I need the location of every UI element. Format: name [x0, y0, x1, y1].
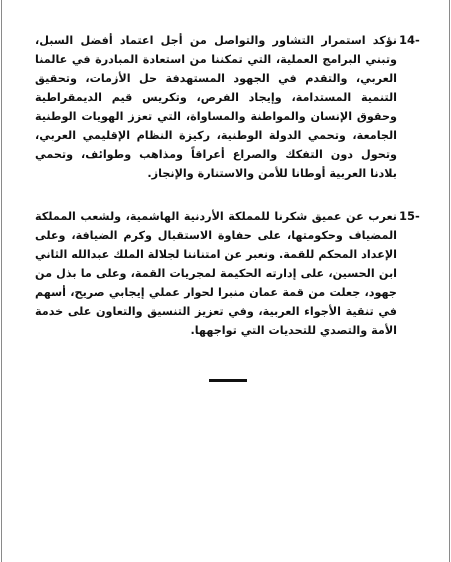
item-number-15: 15-: [399, 209, 420, 223]
paragraph-15: نعرب عن عميق شكرنا للمملكة الأردنية الهاشمية، ولشعب المملكة المضياف وحكومتها، على حفاوة الاستقبال وكرم الضيافة، وعلى الإعداد المحكم للقمة. ونعبر عن امتناننا لجلالة الملك عبدالله الثاني ابن الحسين، على إدارته الحكيمة لمجريات القمة، وعلى ما بذل من جهود، جعلت من قمة عمان منبرا لحوار عملي إيجابي صريح، أسهم في تنقية الأجواء العربية، وفي تعزيز التنسيق والتعاون على خدمة الأمة والتصدي للتحديات التي تواجهها.: [35, 210, 397, 337]
page-edge-right: [449, 0, 450, 562]
item-number-14: 14-: [399, 33, 420, 47]
page-edge-left: [1, 0, 2, 562]
paragraph-14: نؤكد استمرار التشاور والتواصل من أجل اعتماد أفضل السبل، وتبني البرامج العملية، التي تمكننا من استعادة المبادرة في عالمنا العربي، والتقدم في الجهود المستهدفة حل الأزمات، وتحقيق التنمية المستدامة، وإيجاد الفرص، وتكريس قيم الديمقراطية وحقوق الإنسان والمواطنة والمساواة، التي تعزز الهويات الوطنية الجامعة، وتحمي الدولة الوطنية، ركيزة النظام الإقليمي العربي، وتحول دون التفكك والصراع أعراقاً ومذاهب وطوائف، وتحمي بلادنا العربية أوطانا للأمن والاستنارة والإنجاز.: [35, 34, 397, 180]
section-end-rule: [209, 379, 247, 382]
